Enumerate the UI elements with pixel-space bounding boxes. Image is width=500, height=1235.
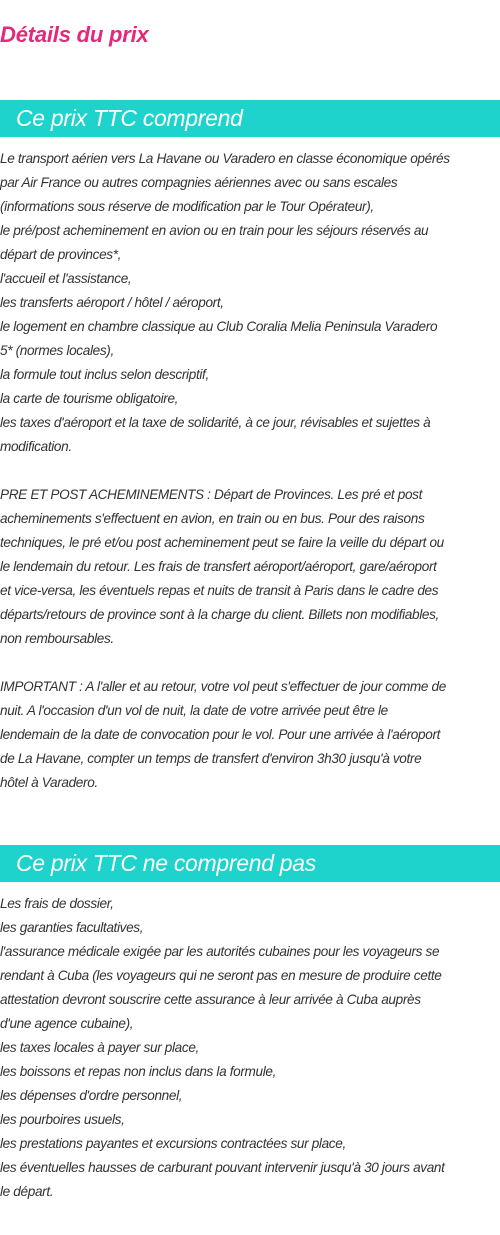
text-line: départ de provinces*,	[0, 247, 122, 262]
text-line: de La Havane, compter un temps de transfert d'environ 3h30 jusqu'à votre	[0, 751, 422, 766]
text-line: modification.	[0, 439, 72, 454]
text-line: les transferts aéroport / hôtel / aéroport,	[0, 295, 224, 310]
text-line: les taxes d'aéroport et la taxe de solidarité, à ce jour, révisables et sujettes à	[0, 415, 431, 430]
excludes-text	[0, 892, 500, 1204]
text-line: l'assurance médicale exigée par les autorités cubaines pour les voyageurs se	[0, 944, 440, 959]
text-line: nuit. A l'occasion d'un vol de nuit, la date de votre arrivée peut être le	[0, 703, 388, 718]
text-line: les pourboires usuels,	[0, 1112, 125, 1127]
page-title: Détails du prix	[0, 22, 149, 47]
text-line: les taxes locales à payer sur place,	[0, 1040, 199, 1055]
text-line: départs/retours de province sont à la charge du client. Billets non modifiables,	[0, 607, 439, 622]
paragraph-gap	[0, 459, 500, 483]
section-heading-includes: Ce prix TTC comprend	[16, 105, 243, 131]
text-line: l'accueil et l'assistance,	[0, 271, 132, 286]
text-line: les dépenses d'ordre personnel,	[0, 1088, 183, 1103]
text-line: la carte de tourisme obligatoire,	[0, 391, 179, 406]
text-line: d'une agence cubaine),	[0, 1016, 134, 1031]
text-line: le lendemain du retour. Les frais de transfert aéroport/aéroport, gare/aéroport	[0, 559, 437, 574]
text-line: Les frais de dossier,	[0, 896, 114, 911]
text-line: le pré/post acheminement en avion ou en train pour les séjours réservés au	[0, 223, 429, 238]
text-line: hôtel à Varadero.	[0, 775, 98, 790]
section-heading-excludes: Ce prix TTC ne comprend pas	[16, 850, 316, 876]
paragraph-gap	[0, 651, 500, 675]
text-line: rendant à Cuba (les voyageurs qui ne seront pas en mesure de produire cette	[0, 968, 442, 983]
text-line: le logement en chambre classique au Club Coralia Melia Peninsula Varadero	[0, 319, 438, 334]
text-line: lendemain de la date de convocation pour le vol. Pour une arrivée à l'aéroport	[0, 727, 441, 742]
section-header-includes	[0, 100, 500, 137]
text-line: les boissons et repas non inclus dans la formule,	[0, 1064, 277, 1079]
text-line: (informations sous réserve de modification par le Tour Opérateur),	[0, 199, 374, 214]
text-line: attestation devront souscrire cette assurance à leur arrivée à Cuba auprès	[0, 992, 421, 1007]
text-line: 5* (normes locales),	[0, 343, 114, 358]
text-line: non remboursables.	[0, 631, 114, 646]
text-line: les éventuelles hausses de carburant pouvant intervenir jusqu'à 30 jours avant	[0, 1160, 445, 1175]
text-line: les prestations payantes et excursions contractées sur place,	[0, 1136, 346, 1151]
text-line: par Air France ou autres compagnies aériennes avec ou sans escales	[0, 175, 398, 190]
text-line: la formule tout inclus selon descriptif,	[0, 367, 209, 382]
section-header-excludes	[0, 845, 500, 882]
text-line: techniques, le pré et/ou post acheminement peut se faire la veille du départ ou	[0, 535, 444, 550]
includes-text	[0, 147, 500, 795]
text-line: Le transport aérien vers La Havane ou Varadero en classe économique opérés	[0, 151, 450, 166]
text-line: et vice-versa, les éventuels repas et nuits de transit à Paris dans le cadre des	[0, 583, 439, 598]
text-line: les garanties facultatives,	[0, 920, 144, 935]
text-line: le départ.	[0, 1184, 54, 1199]
text-line: IMPORTANT : A l'aller et au retour, votre vol peut s'effectuer de jour comme de	[0, 679, 446, 694]
text-line: PRE ET POST ACHEMINEMENTS : Départ de Provinces. Les pré et post	[0, 487, 423, 502]
text-line: acheminements s'effectuent en avion, en train ou en bus. Pour des raisons	[0, 511, 425, 526]
